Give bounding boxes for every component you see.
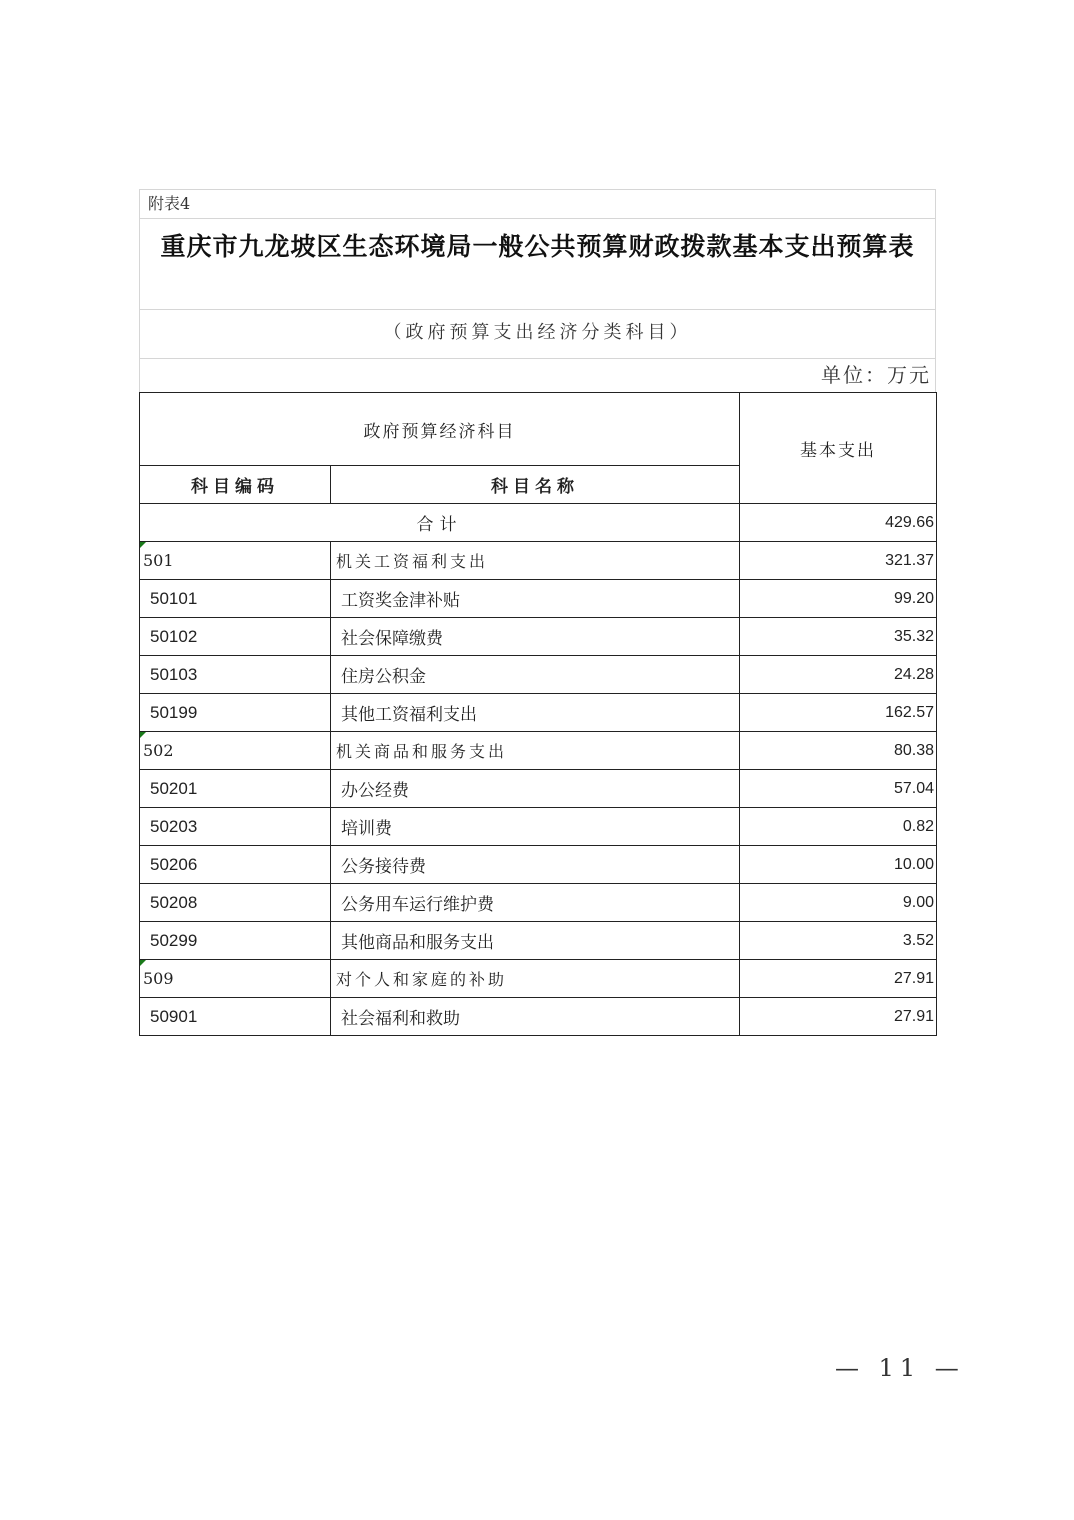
row-value: 24.28 [740, 656, 937, 694]
row-name: 公务接待费 [331, 846, 740, 884]
row-value: 27.91 [740, 998, 937, 1036]
row-name: 社会保障缴费 [331, 618, 740, 656]
row-code-text: 50103 [150, 664, 198, 684]
row-value: 162.57 [740, 694, 937, 732]
table-row [140, 922, 937, 960]
row-code [140, 694, 331, 732]
row-value: 35.32 [740, 618, 937, 656]
row-code-text: 501 [143, 551, 174, 570]
header-code-cell: 科目编码 [140, 466, 331, 504]
row-code [140, 922, 331, 960]
header-row-group [140, 393, 937, 466]
row-code [140, 732, 331, 770]
row-name: 工资奖金津补贴 [331, 580, 740, 618]
subtitle: （政府预算支出经济分类科目） [140, 310, 935, 359]
table-row [140, 884, 937, 922]
row-name: 机关商品和服务支出 [331, 732, 740, 770]
table-row [140, 694, 937, 732]
row-code-text: 50101 [150, 588, 198, 608]
table-row [140, 542, 937, 580]
table-row [140, 580, 937, 618]
title-text: 重庆市九龙坡区生态环境局一般公共预算财政拨款基本支出预算表 [160, 232, 915, 261]
header-group-cell: 政府预算经济科目 [140, 393, 740, 466]
cell-comment-marker-icon [140, 542, 146, 548]
attachment-label: 附表4 [140, 189, 935, 219]
page-number: — 11 — [835, 1354, 965, 1382]
table-row [140, 770, 937, 808]
row-code-text: 50299 [150, 930, 198, 950]
header-basic-cell: 基本支出 [740, 393, 937, 504]
row-name: 其他工资福利支出 [331, 694, 740, 732]
row-value: 57.04 [740, 770, 937, 808]
budget-table [139, 392, 937, 1036]
row-name: 办公经费 [331, 770, 740, 808]
table-row [140, 618, 937, 656]
total-row [140, 504, 937, 542]
table-row [140, 656, 937, 694]
row-code-text: 509 [143, 969, 174, 988]
row-value: 321.37 [740, 542, 937, 580]
budget-sheet [139, 189, 936, 1036]
page-title [140, 219, 935, 310]
row-code-text: 50208 [150, 892, 198, 912]
row-value: 80.38 [740, 732, 937, 770]
row-code-text: 50102 [150, 626, 198, 646]
sheet-header [139, 189, 936, 392]
row-name: 机关工资福利支出 [331, 542, 740, 580]
row-name: 对个人和家庭的补助 [331, 960, 740, 998]
row-name: 住房公积金 [331, 656, 740, 694]
row-code [140, 846, 331, 884]
total-value: 429.66 [740, 504, 937, 542]
row-name: 培训费 [331, 808, 740, 846]
row-code [140, 960, 331, 998]
row-code [140, 998, 331, 1036]
table-row [140, 998, 937, 1036]
row-code [140, 770, 331, 808]
row-code [140, 580, 331, 618]
row-value: 9.00 [740, 884, 937, 922]
row-code [140, 656, 331, 694]
cell-comment-marker-icon [140, 960, 146, 966]
row-code [140, 542, 331, 580]
row-code [140, 808, 331, 846]
row-value: 10.00 [740, 846, 937, 884]
table-row [140, 732, 937, 770]
unit-label: 单位：万元 [821, 363, 931, 387]
row-code-text: 50203 [150, 816, 198, 836]
row-code-text: 50206 [150, 854, 198, 874]
row-code-text: 50199 [150, 702, 198, 722]
header-name-cell: 科目名称 [331, 466, 740, 504]
table-row [140, 808, 937, 846]
row-value: 0.82 [740, 808, 937, 846]
table-row [140, 960, 937, 998]
row-code [140, 618, 331, 656]
total-label: 合计 [140, 504, 740, 542]
row-name: 其他商品和服务支出 [331, 922, 740, 960]
row-code [140, 884, 331, 922]
cell-comment-marker-icon [140, 732, 146, 738]
row-value: 27.91 [740, 960, 937, 998]
row-value: 99.20 [740, 580, 937, 618]
row-value: 3.52 [740, 922, 937, 960]
row-code-text: 50201 [150, 778, 198, 798]
row-code-text: 50901 [150, 1006, 198, 1026]
row-name: 社会福利和救助 [331, 998, 740, 1036]
table-row [140, 846, 937, 884]
row-code-text: 502 [143, 741, 174, 760]
row-name: 公务用车运行维护费 [331, 884, 740, 922]
